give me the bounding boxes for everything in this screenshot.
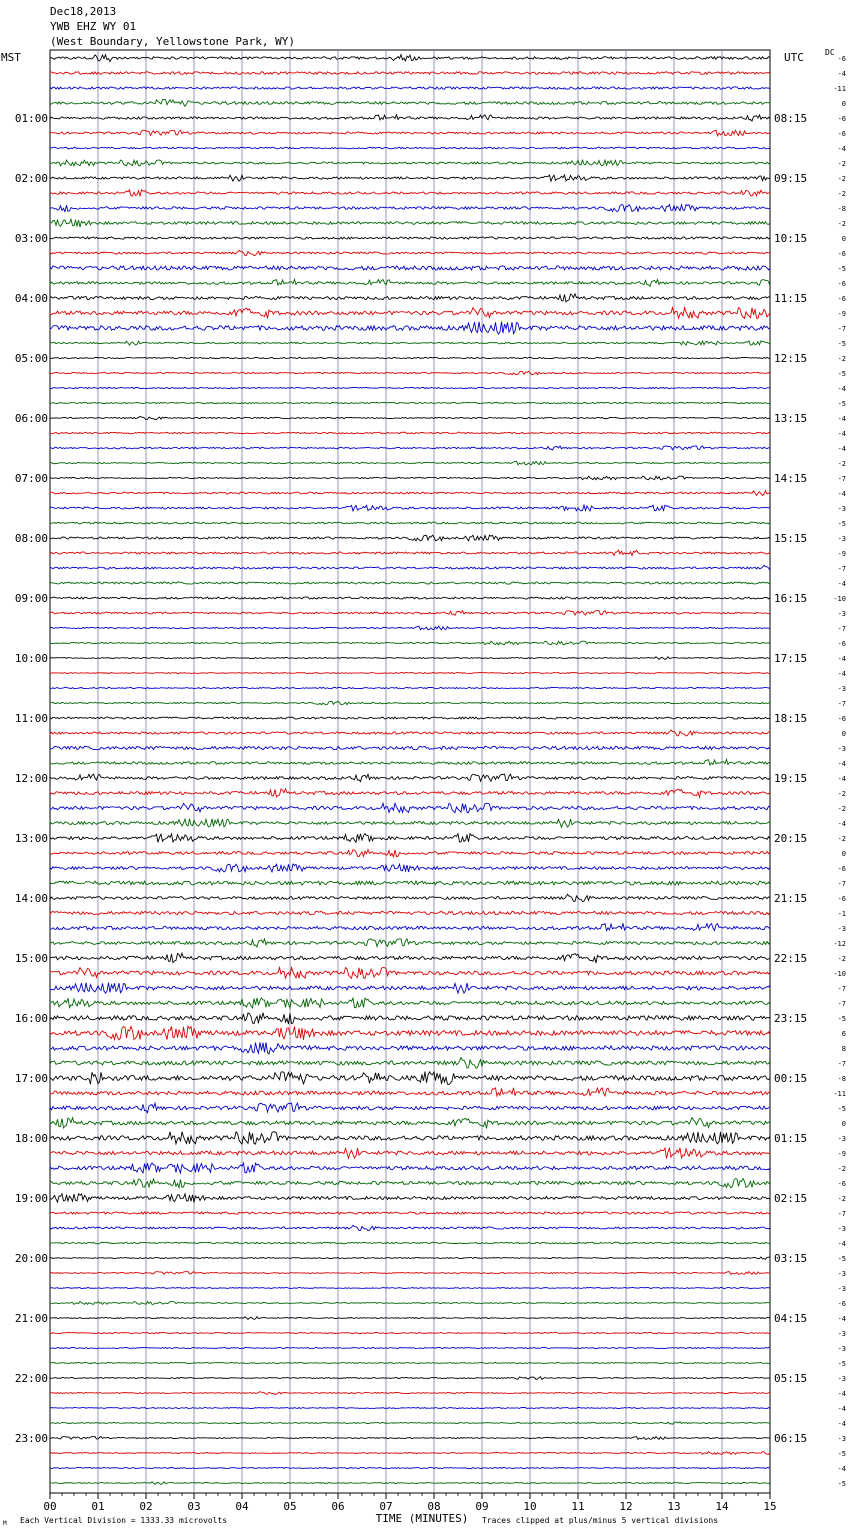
trace-line — [50, 308, 770, 319]
trace-line — [50, 1302, 770, 1305]
trace-line — [50, 522, 770, 524]
dc-offset-label: -5 — [837, 1480, 846, 1488]
dc-offset-label: -1 — [837, 910, 846, 918]
dc-offset-label: -4 — [837, 1315, 846, 1323]
dc-offset-label: -4 — [837, 760, 846, 768]
trace-line — [50, 864, 770, 872]
dc-offset-label: -5 — [837, 520, 846, 528]
dc-offset-label: -6 — [837, 55, 846, 63]
dc-offset-label: -6 — [837, 130, 846, 138]
trace-line — [50, 175, 770, 181]
dc-offset-label: -8 — [837, 205, 846, 213]
trace-line — [50, 774, 770, 782]
trace-line — [50, 279, 770, 286]
trace-line — [50, 1392, 770, 1395]
dc-offset-label: -7 — [837, 565, 846, 573]
trace-line — [50, 1058, 770, 1069]
trace-line — [50, 1377, 770, 1380]
dc-offset-label: -2 — [837, 460, 846, 468]
trace-line — [50, 535, 770, 541]
hour-label-left: 11:00 — [14, 712, 48, 725]
hour-label-left: 08:00 — [14, 532, 48, 545]
dc-offset-label: -6 — [837, 895, 846, 903]
trace-line — [50, 953, 770, 963]
dc-offset-label: 0 — [841, 235, 846, 243]
minute-grid — [50, 50, 770, 1493]
dc-offset-label: -7 — [837, 1000, 846, 1008]
dc-offset-label: -10 — [833, 595, 846, 603]
hour-label-right: 08:15 — [774, 112, 808, 125]
trace-line — [50, 1026, 770, 1040]
dc-offset-label: -5 — [837, 400, 846, 408]
trace-line — [50, 597, 770, 599]
trace-line — [50, 1072, 770, 1085]
x-tick-label: 04 — [235, 1500, 249, 1513]
dc-offset-label: -3 — [837, 1270, 846, 1278]
trace-line — [50, 147, 770, 149]
x-tick-label: 13 — [667, 1500, 681, 1513]
dc-label: DC — [825, 48, 835, 57]
trace-line — [50, 294, 770, 302]
hour-label-left: 07:00 — [14, 472, 48, 485]
dc-offset-label: -4 — [837, 490, 846, 498]
hour-label-left: 15:00 — [14, 952, 48, 965]
trace-line — [50, 1103, 770, 1113]
hour-label-right: 21:15 — [774, 892, 808, 905]
hour-label-left: 18:00 — [14, 1132, 48, 1145]
dc-offset-label: -5 — [837, 1015, 846, 1023]
trace-line — [50, 87, 770, 89]
trace-line — [50, 1317, 770, 1320]
trace-line — [50, 1042, 770, 1054]
hour-label-right: 17:15 — [774, 652, 808, 665]
dc-offset-label: -2 — [837, 1165, 846, 1173]
trace-line — [50, 1287, 770, 1288]
dc-offset-label: -5 — [837, 1105, 846, 1113]
trace-line — [50, 1163, 770, 1173]
hour-label-right: 04:15 — [774, 1312, 808, 1325]
trace-line — [50, 219, 770, 227]
trace-line — [50, 115, 770, 121]
trace-line — [50, 998, 770, 1008]
trace-line — [50, 701, 770, 705]
hour-label-left: 05:00 — [14, 352, 48, 365]
left-timezone-label: MST — [1, 51, 21, 64]
trace-line — [50, 746, 770, 749]
dc-offset-label: -7 — [837, 880, 846, 888]
dc-offset-label: -3 — [837, 1435, 846, 1443]
trace-line — [50, 1148, 770, 1159]
hour-label-left: 17:00 — [14, 1072, 48, 1085]
trace-line — [50, 204, 770, 211]
dc-offset-label: -5 — [837, 1255, 846, 1263]
dc-offset-label: -3 — [837, 925, 846, 933]
x-tick-label: 11 — [571, 1500, 585, 1513]
hour-label-right: 20:15 — [774, 832, 808, 845]
hour-label-right: 05:15 — [774, 1372, 808, 1385]
dc-offset-label: -2 — [837, 220, 846, 228]
dc-offset-label: -2 — [837, 175, 846, 183]
hour-label-right: 11:15 — [774, 292, 808, 305]
dc-offset-label: -2 — [837, 955, 846, 963]
x-axis-label: TIME (MINUTES) — [375, 1512, 469, 1525]
dc-offset-label: -2 — [837, 1195, 846, 1203]
dc-offset-label: -3 — [837, 745, 846, 753]
dc-offset-label: -4 — [837, 445, 846, 453]
right-timezone-label: UTC — [784, 51, 804, 64]
dc-offset-label: -9 — [837, 1150, 846, 1158]
hour-label-right: 09:15 — [774, 172, 808, 185]
trace-line — [50, 687, 770, 688]
station-code: YWB EHZ WY 01 — [50, 20, 137, 33]
hour-label-right: 06:15 — [774, 1432, 808, 1445]
hour-label-right: 03:15 — [774, 1252, 808, 1265]
trace-line — [50, 1242, 770, 1244]
hour-label-right: 02:15 — [774, 1192, 808, 1205]
dc-offset-label: -5 — [837, 265, 846, 273]
hour-label-right: 12:15 — [774, 352, 808, 365]
dc-offset-label: -4 — [837, 775, 846, 783]
dc-offset-label: -2 — [837, 355, 846, 363]
dc-offset-label: -3 — [837, 1285, 846, 1293]
dc-offset-label: -5 — [837, 1360, 846, 1368]
x-tick-label: 09 — [475, 1500, 489, 1513]
hour-label-left: 21:00 — [14, 1312, 48, 1325]
hour-label-right: 19:15 — [774, 772, 808, 785]
dc-offset-label: -4 — [837, 1405, 846, 1413]
dc-offset-label: -3 — [837, 1375, 846, 1383]
trace-line — [50, 1407, 770, 1408]
dc-offset-label: -4 — [837, 655, 846, 663]
hour-label-right: 22:15 — [774, 952, 808, 965]
dc-offset-label: -3 — [837, 610, 846, 618]
trace-line — [50, 237, 770, 239]
dc-offset-label: -2 — [837, 160, 846, 168]
trace-line — [50, 432, 770, 434]
hour-label-left: 14:00 — [14, 892, 48, 905]
hour-label-left: 03:00 — [14, 232, 48, 245]
x-tick-label: 10 — [523, 1500, 537, 1513]
trace-line — [50, 1467, 770, 1468]
dc-offset-label: -4 — [837, 670, 846, 678]
trace-line — [50, 1179, 770, 1188]
trace-line — [50, 266, 770, 270]
hour-label-left: 20:00 — [14, 1252, 48, 1265]
dc-offset-label: -6 — [837, 1300, 846, 1308]
dc-offset-label: -12 — [833, 940, 846, 948]
dc-offset-label: -4 — [837, 820, 846, 828]
hour-label-right: 14:15 — [774, 472, 808, 485]
trace-line — [50, 1332, 770, 1333]
trace-line — [50, 341, 770, 345]
trace-line — [50, 322, 770, 335]
dc-offset-label: -10 — [833, 970, 846, 978]
trace-line — [50, 582, 770, 584]
x-tick-label: 07 — [379, 1500, 393, 1513]
trace-line — [50, 357, 770, 358]
dc-offset-label: -6 — [837, 640, 846, 648]
dc-offset-label: -3 — [837, 685, 846, 693]
station-location: (West Boundary, Yellowstone Park, WY) — [50, 35, 296, 48]
trace-line — [50, 72, 770, 75]
trace-line — [50, 371, 770, 375]
hour-label-left: 16:00 — [14, 1012, 48, 1025]
trace-line — [50, 416, 770, 419]
dc-offset-label: -2 — [837, 790, 846, 798]
seismic-traces — [50, 55, 770, 1485]
trace-line — [50, 99, 770, 106]
dc-offset-label: -3 — [837, 505, 846, 513]
hour-label-right: 10:15 — [774, 232, 808, 245]
trace-line — [50, 1362, 770, 1363]
dc-offset-label: -7 — [837, 700, 846, 708]
trace-line — [50, 626, 770, 630]
trace-line — [50, 550, 770, 555]
trace-line — [50, 476, 770, 480]
trace-line — [50, 1194, 770, 1203]
clip-note: Traces clipped at plus/minus 5 vertical divisions — [482, 1516, 719, 1525]
dc-offset-label: -8 — [837, 1075, 846, 1083]
trace-line — [50, 250, 770, 255]
trace-line — [50, 923, 770, 930]
hour-label-left: 06:00 — [14, 412, 48, 425]
hour-label-left: 19:00 — [14, 1192, 48, 1205]
dc-offset-label: -9 — [837, 550, 846, 558]
x-tick-label: 12 — [619, 1500, 633, 1513]
dc-offset-label: -6 — [837, 115, 846, 123]
trace-line — [50, 894, 770, 901]
x-tick-label: 14 — [715, 1500, 729, 1513]
trace-line — [50, 939, 770, 947]
hour-label-right: 00:15 — [774, 1072, 808, 1085]
dc-offset-label: -7 — [837, 475, 846, 483]
dc-offset-label: -6 — [837, 1180, 846, 1188]
trace-line — [50, 730, 770, 736]
trace-line — [50, 1437, 770, 1440]
dc-offset-label: -6 — [837, 280, 846, 288]
scale-note: Each Vertical Division = 1333.33 microvolts — [20, 1516, 228, 1525]
dc-offset-label: 0 — [841, 100, 846, 108]
hour-label-left: 01:00 — [14, 112, 48, 125]
dc-offset-label: -7 — [837, 625, 846, 633]
trace-line — [50, 672, 770, 673]
trace-line — [50, 641, 770, 645]
dc-offset-label: -2 — [837, 805, 846, 813]
dc-offset-label: 0 — [841, 850, 846, 858]
trace-line — [50, 1088, 770, 1096]
trace-line — [50, 968, 770, 979]
trace-line — [50, 611, 770, 616]
dc-offset-label: -3 — [837, 1225, 846, 1233]
hour-label-right: 01:15 — [774, 1132, 808, 1145]
x-tick-label: 06 — [331, 1500, 345, 1513]
x-tick-label: 03 — [187, 1500, 201, 1513]
trace-line — [50, 1118, 770, 1129]
dc-offset-label: -4 — [837, 430, 846, 438]
dc-offset-label: -4 — [837, 1390, 846, 1398]
dc-offset-label: 6 — [841, 1030, 846, 1038]
trace-line — [50, 1225, 770, 1230]
hour-label-right: 18:15 — [774, 712, 808, 725]
dc-offset-label: -2 — [837, 190, 846, 198]
dc-offset-label: -4 — [837, 580, 846, 588]
dc-offset-label: -4 — [837, 1240, 846, 1248]
hour-label-left: 12:00 — [14, 772, 48, 785]
trace-line — [50, 446, 770, 450]
trace-line — [50, 819, 770, 827]
hour-label-left: 09:00 — [14, 592, 48, 605]
dc-offset-label: -4 — [837, 1420, 846, 1428]
trace-line — [50, 1482, 770, 1485]
trace-line — [50, 461, 770, 465]
x-tick-label: 08 — [427, 1500, 441, 1513]
trace-line — [50, 130, 770, 136]
dc-offset-label: 0 — [841, 1120, 846, 1128]
trace-line — [50, 491, 770, 496]
trace-line — [50, 1132, 770, 1144]
trace-line — [50, 1452, 770, 1455]
trace-line — [50, 1212, 770, 1214]
trace-line — [50, 1257, 770, 1259]
dc-offset-label: -4 — [837, 415, 846, 423]
trace-line — [50, 160, 770, 166]
dc-offset-label: -6 — [837, 715, 846, 723]
x-tick-label: 01 — [91, 1500, 105, 1513]
corner-mark: M — [3, 1520, 7, 1527]
trace-line — [50, 505, 770, 511]
trace-line — [50, 789, 770, 798]
trace-line — [50, 911, 770, 914]
trace-line — [50, 803, 770, 812]
x-tick-label: 00 — [43, 1500, 57, 1513]
hour-label-right: 16:15 — [774, 592, 808, 605]
dc-offset-label: -5 — [837, 1450, 846, 1458]
trace-line — [50, 387, 770, 388]
hour-label-left: 10:00 — [14, 652, 48, 665]
trace-line — [50, 657, 770, 660]
dc-offset-label: -7 — [837, 1060, 846, 1068]
dc-offset-label: -11 — [833, 1090, 846, 1098]
x-tick-label: 02 — [139, 1500, 153, 1513]
trace-line — [50, 1013, 770, 1024]
dc-offset-label: -3 — [837, 1330, 846, 1338]
dc-offset-label: -4 — [837, 1465, 846, 1473]
dc-offset-label: -4 — [837, 145, 846, 153]
dc-offset-label: -5 — [837, 370, 846, 378]
trace-line — [50, 1272, 770, 1275]
plot-frame — [50, 50, 770, 1493]
hour-label-left: 23:00 — [14, 1432, 48, 1445]
dc-offset-label: -2 — [837, 835, 846, 843]
dc-offset-label: -9 — [837, 310, 846, 318]
dc-offset-label: -3 — [837, 1135, 846, 1143]
hour-label-left: 02:00 — [14, 172, 48, 185]
hour-label-right: 15:15 — [774, 532, 808, 545]
dc-offset-label: -4 — [837, 70, 846, 78]
dc-offset-label: -3 — [837, 1345, 846, 1353]
trace-line — [50, 190, 770, 196]
dc-offset-label: 0 — [841, 730, 846, 738]
dc-offset-label: -7 — [837, 1210, 846, 1218]
hour-label-left: 04:00 — [14, 292, 48, 305]
trace-line — [50, 55, 770, 62]
dc-offset-label: -6 — [837, 295, 846, 303]
dc-offset-label: -6 — [837, 250, 846, 258]
hour-label-left: 13:00 — [14, 832, 48, 845]
x-tick-label: 05 — [283, 1500, 297, 1513]
trace-line — [50, 717, 770, 719]
dc-offset-label: -6 — [837, 865, 846, 873]
trace-line — [50, 983, 770, 994]
hour-label-left: 22:00 — [14, 1372, 48, 1385]
x-tick-label: 15 — [763, 1500, 777, 1513]
hour-label-right: 23:15 — [774, 1012, 808, 1025]
trace-line — [50, 402, 770, 403]
trace-line — [50, 834, 770, 843]
dc-offset-label: -4 — [837, 385, 846, 393]
trace-line — [50, 881, 770, 885]
trace-line — [50, 759, 770, 765]
trace-line — [50, 1347, 770, 1348]
trace-line — [50, 1422, 770, 1425]
dc-offset-label: -7 — [837, 325, 846, 333]
trace-line — [50, 850, 770, 857]
dc-offset-label: -3 — [837, 535, 846, 543]
dc-offset-label: -11 — [833, 85, 846, 93]
plot-date: Dec18,2013 — [50, 5, 117, 18]
dc-offset-label: -5 — [837, 340, 846, 348]
dc-offset-label: 8 — [841, 1045, 846, 1053]
hour-label-right: 13:15 — [774, 412, 808, 425]
dc-offset-label: -7 — [837, 985, 846, 993]
trace-line — [50, 565, 770, 570]
